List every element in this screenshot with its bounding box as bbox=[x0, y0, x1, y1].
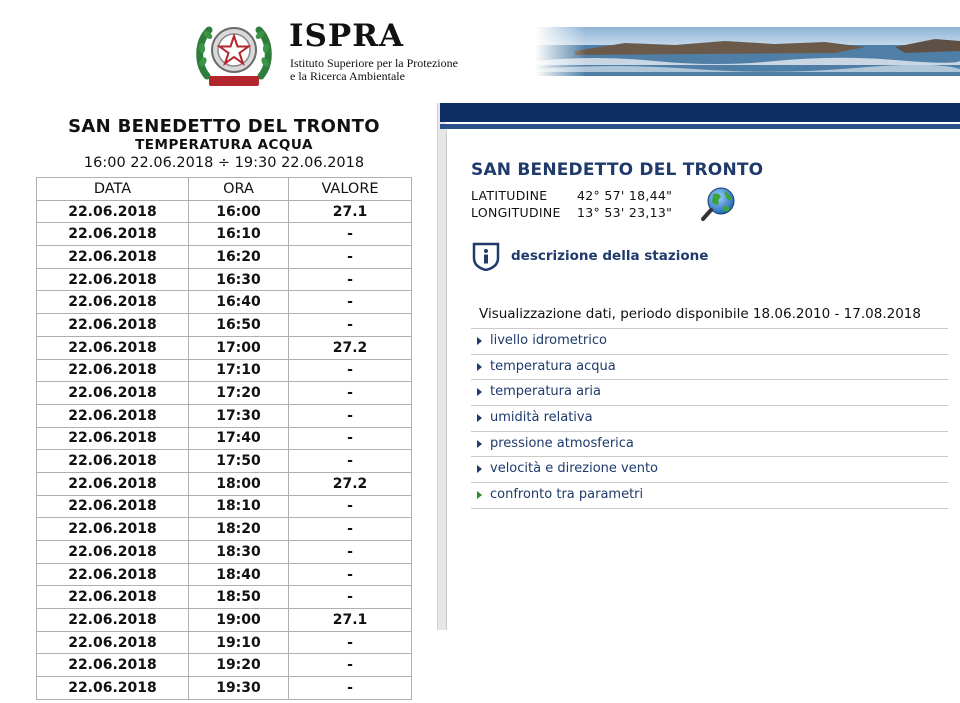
table-row bbox=[37, 359, 412, 382]
cell-time: 17:30 bbox=[189, 404, 289, 427]
cell-value: - bbox=[289, 246, 412, 269]
menu-item-umidita-relativa[interactable] bbox=[471, 406, 948, 432]
cell-time: 19:00 bbox=[189, 609, 289, 632]
parameter-menu bbox=[471, 329, 948, 509]
cell-value: - bbox=[289, 268, 412, 291]
cell-value: - bbox=[289, 223, 412, 246]
table-row bbox=[37, 450, 412, 473]
cell-time: 19:20 bbox=[189, 654, 289, 677]
cell-date: 22.06.2018 bbox=[37, 314, 189, 337]
cell-time: 16:10 bbox=[189, 223, 289, 246]
cell-date: 22.06.2018 bbox=[37, 541, 189, 564]
table-row bbox=[37, 291, 412, 314]
cell-time: 17:00 bbox=[189, 336, 289, 359]
cell-time: 18:00 bbox=[189, 472, 289, 495]
longitude-label: LONGITUDINE bbox=[471, 205, 561, 220]
cell-time: 19:30 bbox=[189, 677, 289, 700]
cell-date: 22.06.2018 bbox=[37, 427, 189, 450]
globe-search-icon[interactable] bbox=[699, 186, 739, 222]
top-navigation-bar bbox=[440, 103, 960, 122]
cell-value: - bbox=[289, 518, 412, 541]
cell-date: 22.06.2018 bbox=[37, 654, 189, 677]
cell-time: 18:50 bbox=[189, 586, 289, 609]
arrow-right-icon bbox=[477, 363, 482, 371]
cell-date: 22.06.2018 bbox=[37, 359, 189, 382]
menu-item-velocita-direzione-vento[interactable] bbox=[471, 457, 948, 483]
menu-item-label: velocità e direzione vento bbox=[490, 461, 659, 477]
cell-value: - bbox=[289, 291, 412, 314]
cell-time: 18:20 bbox=[189, 518, 289, 541]
menu-item-livello-idrometrico[interactable] bbox=[471, 329, 948, 355]
table-row bbox=[37, 268, 412, 291]
cell-time: 16:30 bbox=[189, 268, 289, 291]
cell-date: 22.06.2018 bbox=[37, 246, 189, 269]
panel-scrollbar[interactable] bbox=[437, 103, 446, 630]
table-row bbox=[37, 472, 412, 495]
table-row bbox=[37, 518, 412, 541]
cell-time: 16:00 bbox=[189, 200, 289, 223]
cell-time: 18:30 bbox=[189, 541, 289, 564]
cell-value: - bbox=[289, 427, 412, 450]
cell-time: 16:40 bbox=[189, 291, 289, 314]
cell-date: 22.06.2018 bbox=[37, 495, 189, 518]
cell-value: - bbox=[289, 677, 412, 700]
cell-value: - bbox=[289, 314, 412, 337]
cell-time: 17:10 bbox=[189, 359, 289, 382]
table-row bbox=[37, 495, 412, 518]
table-row bbox=[37, 677, 412, 700]
data-popup-panel bbox=[0, 103, 440, 703]
latitude-value: 42° 57' 18,44" bbox=[577, 188, 673, 203]
brand-subtitle-line1: Istituto Superiore per la Protezione bbox=[290, 56, 458, 70]
cell-value: 27.1 bbox=[289, 200, 412, 223]
latitude-label: LATITUDINE bbox=[471, 188, 548, 203]
table-row bbox=[37, 586, 412, 609]
menu-item-label: confronto tra parametri bbox=[490, 487, 644, 503]
arrow-right-icon bbox=[477, 465, 482, 473]
table-row bbox=[37, 336, 412, 359]
table-row bbox=[37, 314, 412, 337]
arrow-right-icon bbox=[477, 440, 482, 448]
cell-date: 22.06.2018 bbox=[37, 382, 189, 405]
period-range: 16:00 22.06.2018 ÷ 19:30 22.06.2018 bbox=[83, 155, 365, 171]
table-header-row bbox=[37, 178, 412, 201]
cell-value: - bbox=[289, 654, 412, 677]
table-row bbox=[37, 246, 412, 269]
cell-value: 27.2 bbox=[289, 472, 412, 495]
menu-item-label: livello idrometrico bbox=[490, 333, 607, 348]
cell-date: 22.06.2018 bbox=[37, 450, 189, 473]
table-row bbox=[37, 631, 412, 654]
arrow-right-icon bbox=[477, 337, 482, 345]
cell-date: 22.06.2018 bbox=[37, 404, 189, 427]
measurements-table bbox=[36, 177, 412, 700]
cell-value: - bbox=[289, 450, 412, 473]
column-header-value: VALORE bbox=[289, 178, 412, 201]
cell-time: 16:50 bbox=[189, 314, 289, 337]
cell-value: - bbox=[289, 404, 412, 427]
cell-date: 22.06.2018 bbox=[37, 631, 189, 654]
cell-date: 22.06.2018 bbox=[37, 472, 189, 495]
cell-time: 17:40 bbox=[189, 427, 289, 450]
cell-value: - bbox=[289, 541, 412, 564]
cell-time: 17:50 bbox=[189, 450, 289, 473]
station-title: SAN BENEDETTO DEL TRONTO bbox=[471, 160, 764, 180]
cell-time: 18:10 bbox=[189, 495, 289, 518]
cell-date: 22.06.2018 bbox=[37, 677, 189, 700]
availability-heading: Visualizzazione dati, periodo disponibile 18.06.2010 - 17.08.2018 bbox=[479, 306, 921, 322]
info-icon[interactable] bbox=[471, 241, 501, 271]
cell-date: 22.06.2018 bbox=[37, 336, 189, 359]
table-row bbox=[37, 563, 412, 586]
cell-value: 27.2 bbox=[289, 336, 412, 359]
table-row bbox=[37, 427, 412, 450]
cell-date: 22.06.2018 bbox=[37, 586, 189, 609]
menu-item-temperatura-aria[interactable] bbox=[471, 380, 948, 406]
menu-item-label: temperatura aria bbox=[490, 384, 601, 400]
menu-item-label: umidità relativa bbox=[490, 410, 593, 426]
cell-value: - bbox=[289, 495, 412, 518]
cell-value: - bbox=[289, 382, 412, 405]
cell-value: 27.1 bbox=[289, 609, 412, 632]
cell-date: 22.06.2018 bbox=[37, 268, 189, 291]
column-header-date: DATA bbox=[37, 178, 189, 201]
table-row bbox=[37, 200, 412, 223]
cell-date: 22.06.2018 bbox=[37, 200, 189, 223]
seascape-banner-image bbox=[535, 27, 960, 76]
table-row bbox=[37, 609, 412, 632]
cell-date: 22.06.2018 bbox=[37, 291, 189, 314]
station-description-link[interactable]: descrizione della stazione bbox=[511, 248, 709, 264]
vertical-divider bbox=[446, 130, 447, 630]
column-header-time: ORA bbox=[189, 178, 289, 201]
table-row bbox=[37, 223, 412, 246]
cell-date: 22.06.2018 bbox=[37, 518, 189, 541]
arrow-right-icon bbox=[477, 388, 482, 396]
menu-item-pressione-atmosferica[interactable] bbox=[471, 432, 948, 458]
measurement-title: TEMPERATURA ACQUA bbox=[135, 137, 313, 153]
cell-value: - bbox=[289, 359, 412, 382]
cell-time: 19:10 bbox=[189, 631, 289, 654]
cell-time: 17:20 bbox=[189, 382, 289, 405]
cell-value: - bbox=[289, 631, 412, 654]
arrow-right-green-icon bbox=[477, 491, 482, 499]
cell-time: 16:20 bbox=[189, 246, 289, 269]
longitude-value: 13° 53' 23,13" bbox=[577, 205, 673, 220]
station-name-heading: SAN BENEDETTO DEL TRONTO bbox=[68, 116, 380, 137]
cell-value: - bbox=[289, 563, 412, 586]
cell-date: 22.06.2018 bbox=[37, 563, 189, 586]
menu-item-confronto-parametri[interactable] bbox=[471, 483, 948, 509]
table-row bbox=[37, 541, 412, 564]
brand-title: ISPRA bbox=[289, 18, 405, 54]
arrow-right-icon bbox=[477, 414, 482, 422]
cell-time: 18:40 bbox=[189, 563, 289, 586]
table-row bbox=[37, 382, 412, 405]
table-row bbox=[37, 404, 412, 427]
brand-subtitle-line2: e la Ricerca Ambientale bbox=[290, 69, 405, 83]
menu-item-temperatura-acqua[interactable] bbox=[471, 355, 948, 381]
cell-date: 22.06.2018 bbox=[37, 609, 189, 632]
cell-value: - bbox=[289, 586, 412, 609]
menu-item-label: pressione atmosferica bbox=[490, 435, 634, 451]
table-row bbox=[37, 654, 412, 677]
menu-item-label: temperatura acqua bbox=[490, 358, 616, 374]
top-bar-accent-line bbox=[440, 124, 960, 129]
site-header bbox=[0, 0, 960, 103]
cell-date: 22.06.2018 bbox=[37, 223, 189, 246]
italian-republic-emblem-icon bbox=[193, 16, 275, 92]
